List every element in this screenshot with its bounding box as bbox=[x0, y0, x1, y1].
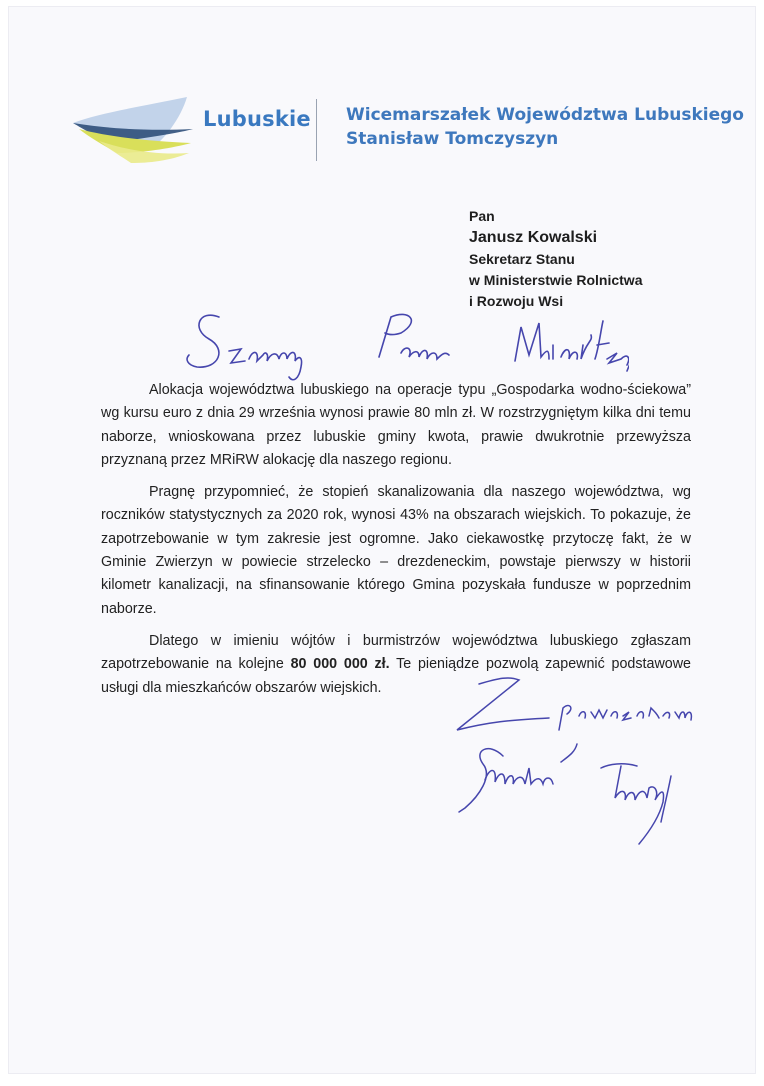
body-paragraph-2: Pragnę przypomnieć, że stopień skanalizowania dla naszego województwa, wg roczników statystycznych za 2020 rok, wynosi 43% na obszarach wiejskich. To pokazuje, że zapotrzebowanie w tym zakresie jest ogromne. Jako ciekawostkę przytoczę fakt, że w Gminie Zwierzyn w powiecie strzelecko – drezdeneckim, powstaje pierwszy w historii kilometr kanalizacji, na sfinansowanie którego Gmina pozyskała fundusze w poprzednim naborze. bbox=[101, 484, 691, 617]
letter-body bbox=[101, 379, 691, 709]
logo-text: Lubuskie bbox=[203, 107, 311, 131]
handwritten-greeting bbox=[169, 299, 629, 389]
page-title bbox=[346, 103, 744, 151]
header-divider bbox=[316, 99, 317, 161]
body-paragraph-3-end: Te pieniądze pozwolą zapewnić podstawowe usługi dla mieszkańców obszarów wiejskich. bbox=[101, 656, 691, 696]
recipient-salutation: Pan bbox=[469, 208, 495, 224]
handwritten-signature bbox=[449, 672, 699, 852]
recipient-line-2: w Ministerstwie Rolnictwa bbox=[469, 272, 643, 288]
title-line-2: Stanisław Tomczyszyn bbox=[346, 129, 559, 149]
title-line-1: Wicemarszałek Województwa Lubuskiego bbox=[346, 105, 744, 125]
requested-amount: 80 000 000 zł. bbox=[290, 656, 390, 673]
recipient-line-3: i Rozwoju Wsi bbox=[469, 293, 564, 309]
recipient-name: Janusz Kowalski bbox=[469, 229, 598, 246]
recipient-line-1: Sekretarz Stanu bbox=[469, 251, 575, 267]
body-paragraph-1: Alokacja województwa lubuskiego na operacje typu „Gospodarka wodno-ściekowa” wg kursu euro z dnia 29 września wynosi prawie 80 mln zł. W rozstrzygniętym kilka dni temu naborze, wnioskowana przez lubuskie gminy kwota, prawie dwukrotnie przewyższa przyznaną przez MRiRW alokację dla naszego regionu. bbox=[101, 382, 691, 468]
recipient-block bbox=[469, 205, 642, 312]
letter-page bbox=[8, 6, 756, 1074]
lubuskie-logo-icon bbox=[69, 93, 199, 165]
body-paragraph-3-start: Dlatego w imieniu wójtów i burmistrzów województwa lubuskiego zgłaszam zapotrzebowanie na kolejne bbox=[101, 632, 691, 673]
